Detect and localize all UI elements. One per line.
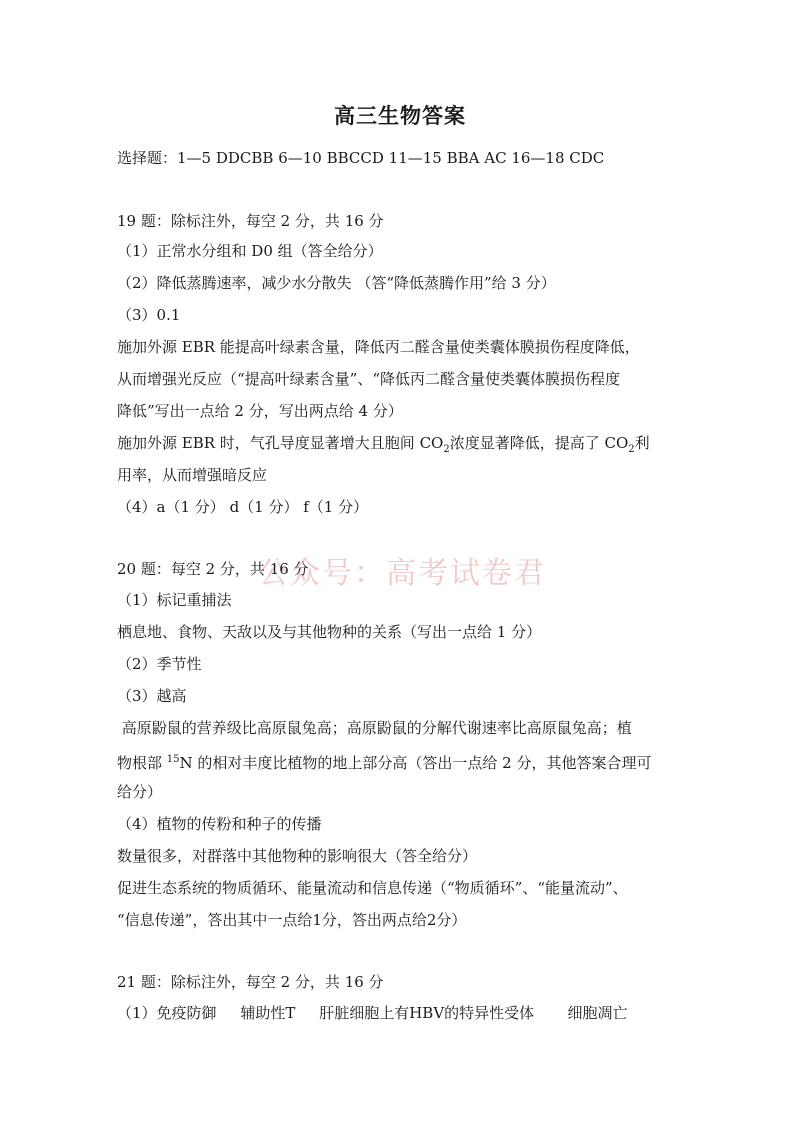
q21-header: 21 题：除标注外，每空 2 分，共 16 分 — [117, 973, 384, 991]
q19-line-2: （2）降低蒸腾速率，减少水分散失 （答“降低蒸腾作用”给 3 分） — [117, 274, 556, 292]
q20-line-11: “信息传递”，答出其中一点给1分，答出两点给2分） — [117, 911, 467, 929]
q20-line-4: （3）越高 — [117, 687, 187, 705]
q19-line-6: 降低”写出一点给 2 分，写出两点给 4 分） — [117, 402, 403, 420]
q20-line-10: 促进生态系统的物质循环、能量流动和信息传递（“物质循环”、“能量流动”、 — [117, 879, 628, 897]
q19-line-7-part-b: 浓度显著降低，提高了 CO — [449, 434, 629, 452]
watermark: 公众号：高考试卷君 — [258, 556, 546, 591]
q19-line-3: （3）0.1 — [117, 306, 181, 324]
q20-line-6 — [117, 750, 652, 773]
page-title: 高三生物答案 — [334, 104, 466, 128]
q20-line-3: （2）季节性 — [117, 655, 202, 673]
q20-header: 20 题：每空 2 分，共 16 分 — [117, 560, 309, 578]
q20-line-2: 栖息地、食物、天敌以及与其他物种的关系（写出一点给 1 分） — [117, 623, 542, 641]
q20-line-5: 高原鼢鼠的营养级比高原鼠兔高；高原鼢鼠的分解代谢速率比高原鼠兔高；植 — [117, 719, 632, 737]
q20-line-9: 数量很多，对群落中其他物种的影响很大（答全给分） — [117, 847, 478, 865]
q20-line-7: 给分） — [117, 783, 163, 801]
q19-line-1: （1）正常水分组和 D0 组（答全给分） — [117, 242, 383, 260]
q19-line-8: 用率，从而增强暗反应 — [117, 466, 268, 484]
n15-superscript: 15 — [166, 754, 180, 765]
q20-line-6-part-b: N 的相对丰度比植物的地上部分高（答出一点给 2 分，其他答案合理可 — [179, 754, 652, 772]
q19-line-5: 从而增强光反应（“提高叶绿素含量”、“降低丙二醛含量使类囊体膜损伤程度 — [117, 370, 621, 388]
q19-line-7-part-c: 利 — [634, 434, 650, 452]
co2-subscript: 2 — [628, 444, 635, 455]
q20-line-1: （1）标记重捕法 — [117, 591, 232, 609]
q20-line-8: （4）植物的传粉和种子的传播 — [117, 815, 322, 833]
q19-line-9: （4）a（1 分） d（1 分） f（1 分） — [117, 498, 369, 516]
q19-line-4: 施加外源 EBR 能提高叶绿素含量，降低丙二醛含量使类囊体膜损伤程度降低， — [117, 338, 640, 356]
q20-line-6-part-a: 物根部 — [117, 754, 167, 772]
q21-line-1: （1）免疫防御 辅助性T 肝脏细胞上有HBV的特异性受体 细胞凋亡 — [117, 1004, 628, 1022]
co2-subscript: 2 — [443, 444, 450, 455]
q19-line-7-part-a: 施加外源 EBR 时，气孔导度显著增大且胞间 CO — [117, 434, 444, 452]
q19-line-7 — [117, 433, 650, 460]
q19-header: 19 题：除标注外，每空 2 分，共 16 分 — [117, 212, 384, 230]
choice-answers: 选择题：1—5 DDCBB 6—10 BBCCD 11—15 BBA AC 16—18 CDC — [117, 149, 605, 167]
